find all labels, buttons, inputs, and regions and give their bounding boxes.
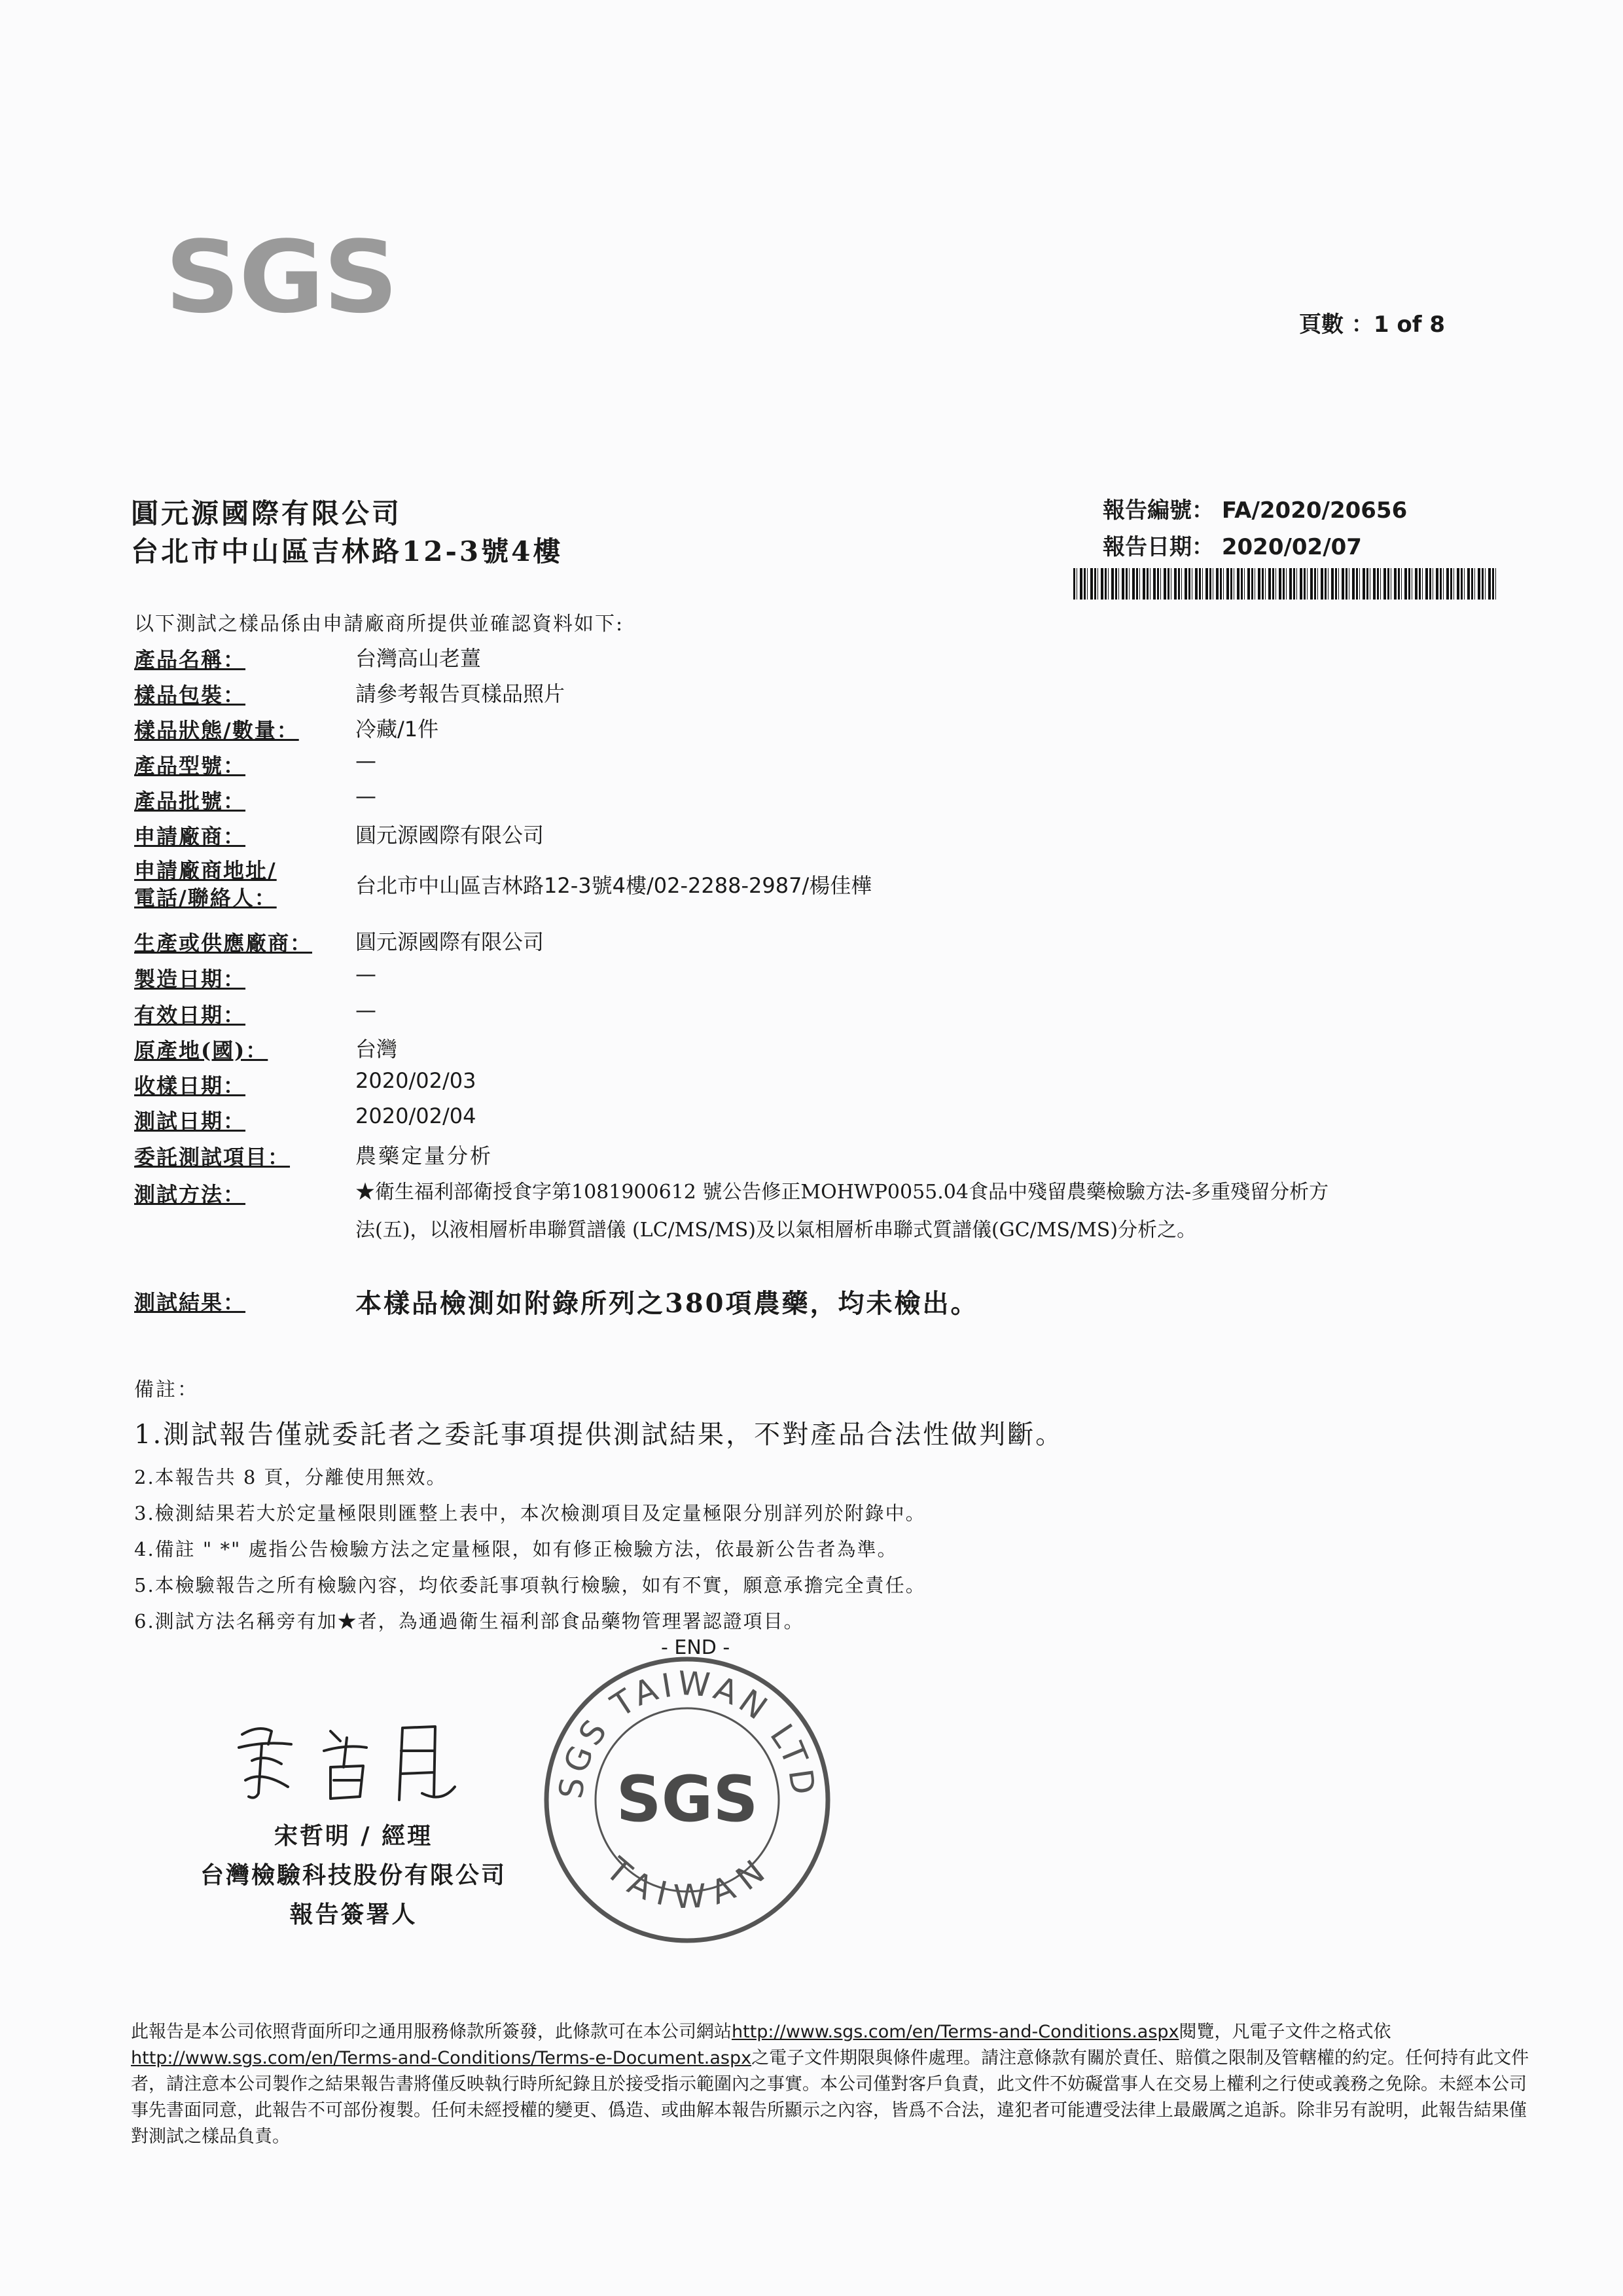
- field-label: 收樣日期：: [134, 1073, 246, 1098]
- stamp-bottom-text: TAIWAN: [599, 1850, 775, 1916]
- report-date: [1103, 529, 1362, 561]
- field-value: 冷藏/1件: [355, 717, 439, 742]
- handwritten-signature: [226, 1715, 474, 1813]
- sgs-logo: SGS: [165, 219, 397, 335]
- page-label: 頁數 ：: [1299, 312, 1374, 338]
- footer-link-e-document[interactable]: http://www.sgs.com/en/Terms-and-Conditions/Terms-e-Document.aspx: [131, 2048, 752, 2068]
- field-label: 樣品包裝：: [134, 683, 246, 708]
- footer-text: 閱覽，凡電子文件之格式依: [1179, 2022, 1391, 2042]
- report-date-value: 2020/02/07: [1221, 534, 1362, 560]
- company-stamp: [537, 1649, 838, 1950]
- intro-text: 以下測試之樣品係由申請廠商所提供並確認資料如下:: [134, 613, 624, 636]
- field-value: 台灣: [355, 1037, 398, 1062]
- stamp-center-text: SGS: [616, 1763, 758, 1836]
- report-date-label: 報告日期：: [1103, 534, 1214, 560]
- client-address: 台北市中山區吉林路12-3號4樓: [131, 535, 563, 567]
- end-mark: - END -: [661, 1636, 730, 1659]
- field-value: —: [355, 748, 376, 773]
- field-label: 產品批號：: [134, 789, 246, 814]
- field-label: 樣品狀態/數量：: [134, 718, 299, 743]
- field-value: 圓元源國際有限公司: [355, 929, 544, 954]
- note-item: 1.測試報告僅就委託者之委託事項提供測試結果，不對產品合法性做判斷。: [134, 1420, 1064, 1450]
- signatory-company: 台灣檢驗科技股份有限公司: [200, 1861, 507, 1889]
- field-value: 請參考報告頁樣品照片: [355, 681, 565, 706]
- method-text: [355, 1174, 1507, 1249]
- field-label: 委託測試項目：: [134, 1145, 291, 1170]
- note-item: 2.本報告共 8 頁，分離使用無效。: [134, 1466, 447, 1488]
- footer-text: 此報告是本公司依照背面所印之通用服務條款所簽發，此條款可在本公司網站: [131, 2022, 732, 2042]
- report-barcode: [1073, 568, 1499, 600]
- note-item: 4.備註 " *" 處指公告檢驗方法之定量極限，如有修正檢驗方法，依最新公告者為準。: [134, 1538, 898, 1560]
- signatory-role: 報告簽署人: [289, 1901, 418, 1928]
- footer-disclaimer: [131, 2019, 1531, 2150]
- field-label: 申請廠商地址/: [134, 858, 277, 883]
- method-line: ★衛生福利部衛授食字第1081900612 號公告修正MOHWP0055.04食品中殘留農藥檢驗方法-多重殘留分析方: [355, 1181, 1329, 1204]
- report-number-label: 報告編號：: [1103, 497, 1214, 524]
- page-indicator: [1299, 306, 1445, 338]
- result-value: 本樣品檢測如附錄所列之380項農藥，均未檢出。: [355, 1288, 979, 1319]
- note-item: 5.本檢驗報告之所有檢驗內容，均依委託事項執行檢驗，如有不實，願意承擔完全責任。: [134, 1574, 926, 1596]
- field-value: —: [355, 961, 376, 986]
- field-value: —: [355, 783, 376, 808]
- footer-link-terms[interactable]: http://www.sgs.com/en/Terms-and-Conditions.aspx: [732, 2022, 1179, 2042]
- field-value: —: [355, 997, 376, 1022]
- field-label: 產品型號：: [134, 753, 246, 778]
- field-value: 2020/02/04: [355, 1103, 476, 1128]
- field-value: 圓元源國際有限公司: [355, 823, 544, 848]
- field-value: 台北市中山區吉林路12-3號4樓/02-2288-2987/楊佳樺: [355, 873, 872, 898]
- field-value: 台灣高山老薑: [355, 646, 482, 671]
- method-line: 法(五)，以液相層析串聯質譜儀 (LC/MS/MS)及以氣相層析串聯式質譜儀(GC/MS/MS)分析之。: [355, 1219, 1197, 1242]
- page-value: 1 of 8: [1373, 312, 1445, 338]
- note-item: 3.檢測結果若大於定量極限則匯整上表中，本次檢測項目及定量極限分別詳列於附錄中。: [134, 1502, 926, 1524]
- method-label: 測試方法：: [134, 1182, 246, 1207]
- report-number-value: FA/2020/20656: [1221, 497, 1408, 524]
- field-label: 有效日期：: [134, 1003, 246, 1028]
- stamp-top-text: SGS TAIWAN LTD: [552, 1664, 823, 1801]
- field-label: 電話/聯絡人：: [134, 886, 277, 910]
- field-label: 產品名稱：: [134, 647, 246, 672]
- field-label: 製造日期：: [134, 967, 246, 992]
- field-label: 申請廠商：: [134, 824, 246, 849]
- field-label: 生產或供應廠商：: [134, 931, 313, 956]
- footer-text: 之電子文件期限與條件處理。請注意條款有關於責任、賠償之限制及管轄權的約定。任何持有此文件者，請注意本公司製作之結果報告書將僅反映執行時所紀錄且於接受指示範圍內之事實。本公司僅對客戶負責，此文件不妨礙當事人在交易上權利之行使或義務之免除。未經本公司事先書面同意，此報告不可部份複製。任何未經授權的變更、僞造、或曲解本報告所顯示之內容，皆爲不合法，違犯者可能遭受法律上最嚴厲之追訴。除非另有說明，此報告結果僅對測試之樣品負責。: [131, 2048, 1529, 2147]
- note-item: 6.測試方法名稱旁有加★者，為通過衛生福利部食品藥物管理署認證項目。: [134, 1610, 804, 1632]
- result-label: 測試結果：: [134, 1290, 246, 1315]
- client-name: 圓元源國際有限公司: [131, 497, 402, 529]
- field-value: 農藥定量分析: [355, 1143, 493, 1168]
- signatory-name-title: 宋哲明 / 經理: [274, 1822, 433, 1850]
- field-label: 測試日期：: [134, 1109, 246, 1134]
- field-label: 原產地(國)：: [134, 1038, 268, 1063]
- svg-text:TAIWAN: [598, 1850, 774, 1916]
- signatory-block: [157, 1816, 550, 1934]
- report-number: [1103, 492, 1407, 524]
- field-value: 2020/02/03: [355, 1068, 476, 1093]
- notes-heading: 備註：: [134, 1378, 199, 1401]
